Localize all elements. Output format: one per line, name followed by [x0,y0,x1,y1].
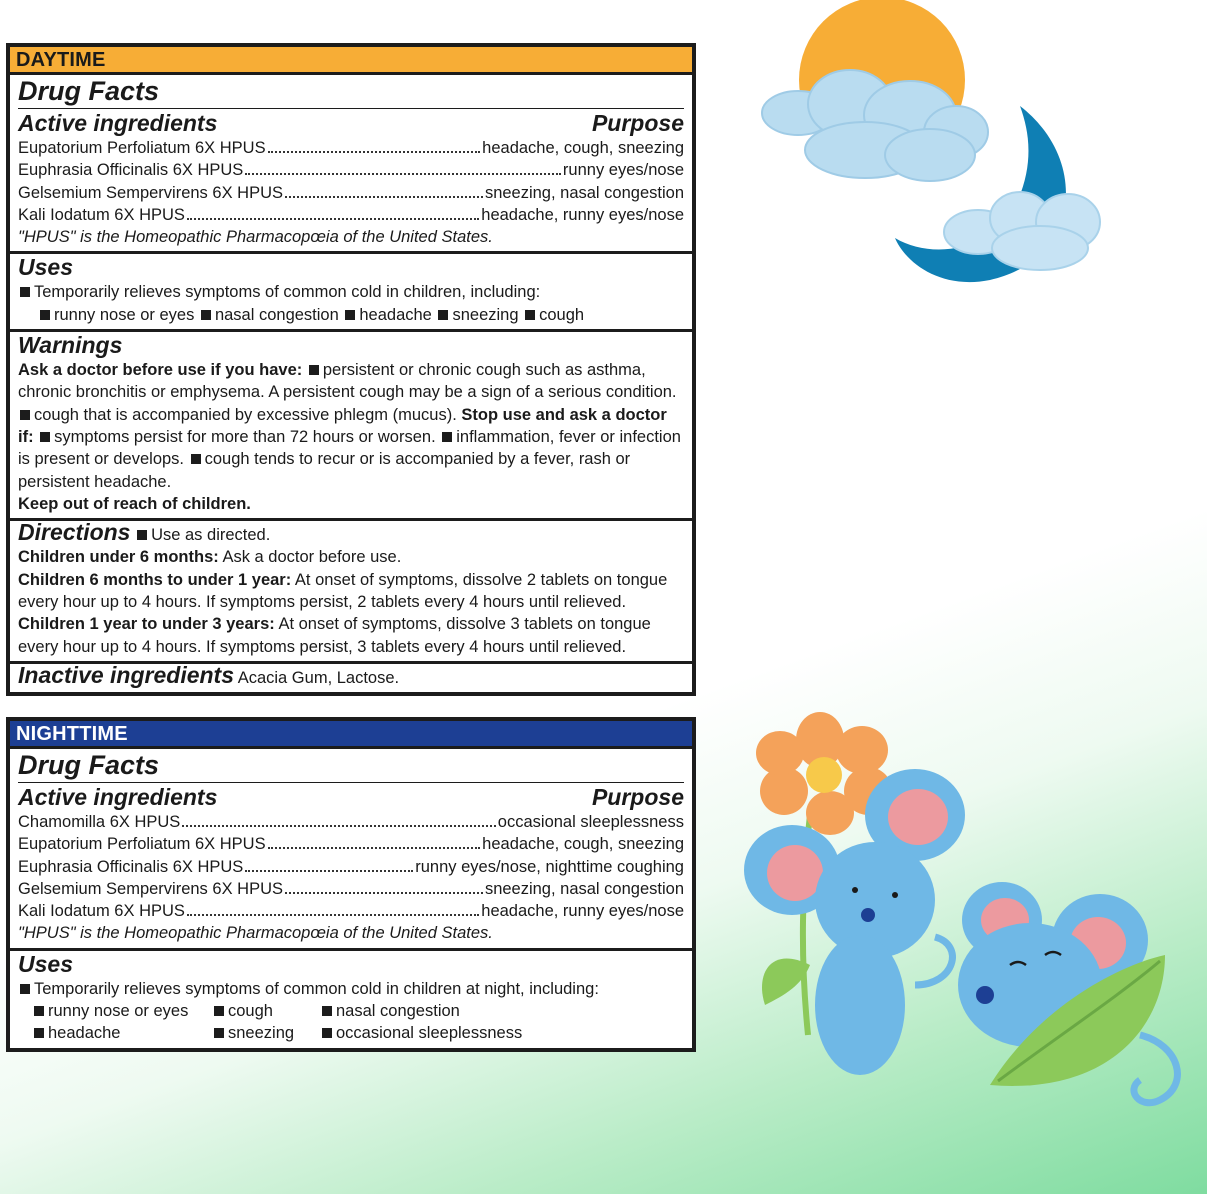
bullet-icon [322,1028,332,1038]
uses-item [212,1022,320,1044]
direction-label: Children under 6 months: [18,548,219,567]
ingredient-name: Gelsemium Sempervirens 6X HPUS [18,879,283,898]
bullet-icon [309,365,319,375]
ingredient-purpose: headache, cough, sneezing [482,835,684,854]
ingredient-name: Eupatorium Perfoliatum 6X HPUS [18,139,266,157]
ingredient-row [18,182,684,204]
nighttime-purpose-heading: Purpose [591,784,684,810]
bullet-icon [438,310,448,320]
bullet-icon [322,1006,332,1016]
uses-item-text: runny nose or eyes [48,1002,189,1021]
ingredient-purpose: headache, cough, sneezing [482,139,684,157]
daytime-inactive-section [10,661,692,692]
ingredient-row [18,204,684,226]
uses-item [32,1000,212,1022]
daytime-directions-section [10,521,692,664]
direction-text: At onset of symptoms, dissolve 3 tablets on tongue every hour up to 4 hours. If symptoms persist, 3 tablets every 4 hours until relieved. [18,615,651,656]
daytime-active-ingredients-section [10,75,692,254]
ingredient-row [18,833,684,855]
bullet-icon [40,310,50,320]
mouse-icon [744,769,965,1075]
uses-item: sneezing [452,305,519,324]
hpus-note: "HPUS" is the Homeopathic Pharmacopœia of the United States. [18,924,493,943]
direction-text: Ask a doctor before use. [222,548,402,567]
mice-illustration [740,705,1200,1145]
nighttime-drug-facts-title: Drug Facts [18,749,684,783]
daytime-directions-heading: Directions [18,519,131,546]
ingredient-name: Euphrasia Officinalis 6X HPUS [18,161,244,180]
ingredient-name: Eupatorium Perfoliatum 6X HPUS [18,835,266,854]
inactive-text: Acacia Gum, Lactose. [237,668,400,687]
bullet-icon [20,410,30,420]
hpus-note: "HPUS" is the Homeopathic Pharmacopœia of the United States. [18,228,493,247]
daytime-band: DAYTIME [10,47,692,75]
bullet-icon [214,1028,224,1038]
ingredient-purpose: runny eyes/nose, nighttime coughing [415,857,684,876]
daytime-warnings-section [10,332,692,521]
uses-item-text: headache [48,1024,121,1043]
stop-use-label: Stop use and ask a doctor if: [18,405,667,446]
nighttime-active-ingredients-section [10,749,692,951]
ingredient-purpose: runny eyes/nose [562,161,684,180]
daytime-uses-heading: Uses [18,254,73,281]
direction-text: At onset of symptoms, dissolve 2 tablets on tongue every hour up to 4 hours. If symptoms persist, 2 tablets every 4 hours until relieved. [18,570,668,612]
ingredient-purpose: sneezing, nasal congestion [484,879,684,898]
ingredient-purpose: sneezing, nasal congestion [484,183,684,202]
daytime-drug-facts-title: Drug Facts [18,75,684,109]
ingredient-name: Kali Iodatum 6X HPUS [18,205,185,224]
bullet-icon [442,432,452,442]
ingredient-row [18,900,684,922]
uses-item: runny nose or eyes [54,305,195,324]
daytime-uses-intro-line [18,281,684,303]
ingredient-row [18,159,684,181]
direction-label: Children 1 year to under 3 years: [18,615,275,634]
nighttime-band: NIGHTTIME [10,721,692,749]
nighttime-drug-facts-panel [6,717,696,1052]
bullet-icon [20,984,30,994]
nighttime-active-header [18,784,684,811]
ingredient-name: Gelsemium Sempervirens 6X HPUS [18,183,283,202]
bullet-icon [201,310,211,320]
warning-item: inflammation, fever or infection is present or develops. [18,427,681,469]
uses-item [32,1022,212,1044]
uses-item-text: cough [228,1002,273,1021]
bullet-icon [34,1006,44,1016]
uses-item-text: occasional sleeplessness [336,1024,523,1043]
warning-item: persistent or chronic cough such as asthma, chronic bronchitis or emphysema. A persistent cough may be a sign of a serious condition. [18,361,677,402]
direction-label: Children 6 months to under 1 year: [18,570,292,589]
bullet-icon [345,310,355,320]
uses-item [212,1000,320,1022]
bullet-icon [20,287,30,297]
ingredient-name: Euphrasia Officinalis 6X HPUS [18,857,244,876]
warning-item: cough tends to recur or is accompanied by a fever, rash or persistent headache. [18,450,631,491]
daytime-purpose-heading: Purpose [591,110,684,136]
ingredient-purpose: headache, runny eyes/nose [481,902,684,921]
direction-item [18,546,684,568]
nighttime-uses-heading: Uses [18,950,73,977]
bullet-icon [525,310,535,320]
ingredient-purpose: occasional sleeplessness [497,813,684,831]
uses-item: nasal congestion [214,305,339,324]
nighttime-uses-list [18,1000,684,1045]
ingredient-name: Chamomilla 6X HPUS [18,813,181,831]
daytime-warnings-text [18,359,684,515]
bullet-icon [214,1006,224,1016]
ask-doctor-label: Ask a doctor before use if you have: [18,361,303,380]
ingredient-name: Kali Iodatum 6X HPUS [18,902,185,921]
uses-item-text: nasal congestion [336,1002,460,1021]
uses-item [320,1000,540,1022]
daytime-uses-section [10,254,692,332]
directions-intro: Use as directed. [151,526,271,545]
ingredient-purpose: headache, runny eyes/nose [481,205,684,224]
inactive-heading: Inactive ingredients [18,661,235,688]
uses-item: cough [539,305,585,324]
keep-out-of-reach: Keep out of reach of children. [18,494,251,513]
daytime-drug-facts-panel [6,43,696,696]
bullet-icon [191,454,201,464]
bullet-icon [137,530,147,540]
daytime-warnings-heading: Warnings [18,332,123,359]
daytime-uses-list [18,304,684,326]
ingredient-row [18,878,684,900]
daytime-active-header [18,110,684,137]
uses-item: headache [359,305,432,324]
daytime-directions-header-line [18,521,684,546]
ingredient-row [18,137,684,159]
ingredient-row [18,856,684,878]
warning-item: cough that is accompanied by excessive phlegm (mucus). [34,405,457,424]
sun-moon-illustration [750,0,1110,290]
uses-item [320,1022,540,1044]
nighttime-active-heading: Active ingredients [18,784,218,810]
direction-item [18,569,684,614]
inactive-line [18,661,684,689]
daytime-active-heading: Active ingredients [18,110,218,136]
nighttime-uses-section [10,951,692,1048]
warning-item: symptoms persist for more than 72 hours or worsen. [54,427,436,446]
uses-item-text: sneezing [228,1024,295,1043]
daytime-uses-intro: Temporarily relieves symptoms of common cold in children, including: [34,283,541,302]
direction-item [18,613,684,658]
bullet-icon [40,432,50,442]
bullet-icon [34,1028,44,1038]
ingredient-row [18,811,684,833]
nighttime-uses-intro-line [18,978,684,1000]
nighttime-uses-intro: Temporarily relieves symptoms of common cold in children at night, including: [34,979,599,998]
